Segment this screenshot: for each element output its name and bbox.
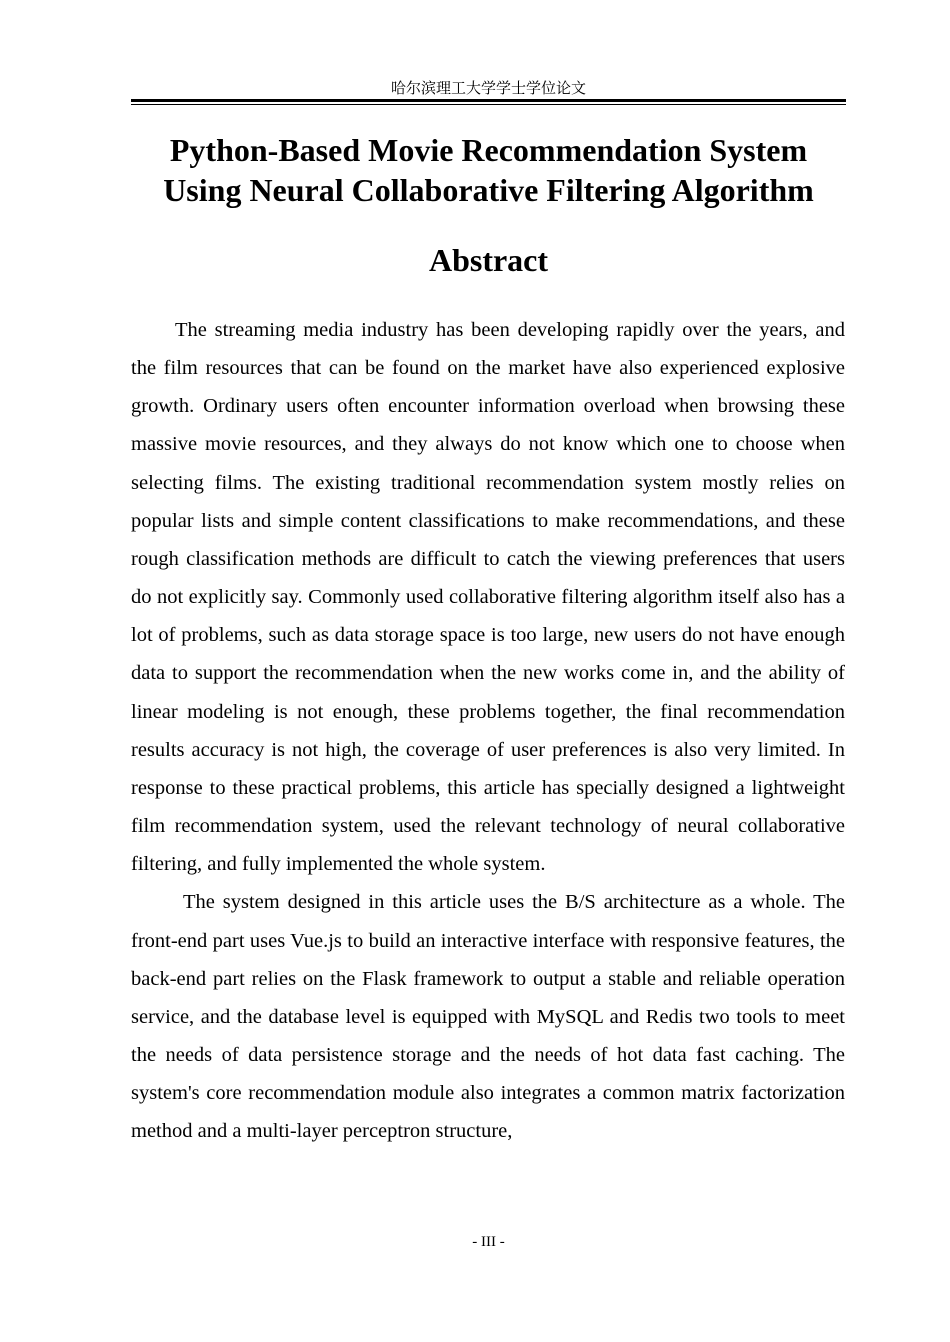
thesis-title-line-2: Using Neural Collaborative Filtering Algorithm [163, 172, 814, 208]
thesis-title-line-1: Python-Based Movie Recommendation System [169, 132, 808, 168]
abstract-heading: Abstract [428, 242, 549, 278]
header-rule-thin [131, 104, 846, 105]
abstract-body [131, 311, 845, 1150]
page-number: - III - [472, 1234, 505, 1250]
abstract-paragraph-1: The streaming media industry has been developing rapidly over the years, and the film resources that can be found on the market have also experienced explosive growth. Ordinary users often encounter information overload when browsing these massive movie resources, and they always do not know which one to choose when selecting films. The existing traditional recommendation system mostly relies on popular lists and simple content classifications to make recommendations, and these rough classification methods are difficult to catch the viewing preferences that users do not explicitly say. Commonly used collaborative filtering algorithm itself also has a lot of problems, such as data storage space is too large, new users do not have enough data to support the recommendation when the new works come in, and the ability of linear modeling is not enough, these problems together, the final recommendation results accuracy is not high, the coverage of user preferences is also very limited. In response to these practical problems, this article has specially designed a lightweight film recommendation system, used the relevant technology of neural collaborative filtering, and fully implemented the whole system. [131, 319, 845, 876]
abstract-paragraph-2: The system designed in this article uses the B/S architecture as a whole. The front-end part uses Vue.js to build an interactive interface with responsive features, the back-end part relies on the Flask framework to output a stable and reliable operation service, and the database level is equipped with MySQL and Redis two tools to meet the needs of data persistence storage and the needs of hot data fast caching. The system's core recommendation module also integrates a common matrix factorization method and a multi-layer perceptron structure, [131, 891, 845, 1143]
header-rule-thick [131, 99, 846, 102]
thesis-title [131, 130, 846, 210]
running-header: 哈尔滨理工大学学士学位论文 [390, 79, 586, 97]
